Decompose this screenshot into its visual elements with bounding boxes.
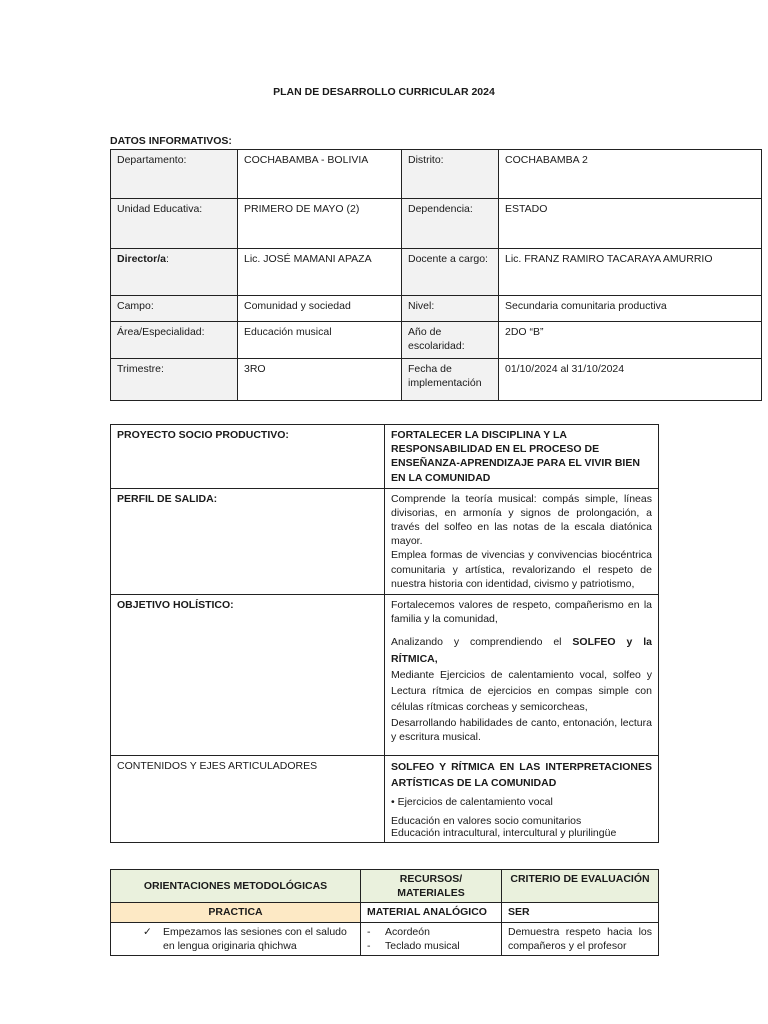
table-row <box>111 870 659 903</box>
director-value: Lic. JOSÉ MAMANI APAZA <box>238 249 402 296</box>
director-label-cell <box>111 249 238 296</box>
contenidos-eje-1: Educación en valores socio comunitarios <box>391 814 582 827</box>
fecha-value: 01/10/2024 al 31/10/2024 <box>499 359 762 401</box>
ser-header: SER <box>502 903 659 922</box>
area-value: Educación musical <box>238 322 402 359</box>
perfil-text-2: Emplea formas de vivencias y convivencias biocéntrica comunitaria y artística, revalorizando el respeto de nuestra historia con identidad, civismo y patriotismo, <box>391 549 652 590</box>
orientaciones-list <box>117 925 354 953</box>
col-criterio-header: CRITERIO DE EVALUACIÓN <box>502 870 659 903</box>
fecha-label: Fecha de implementación <box>402 359 499 401</box>
campo-value: Comunidad y sociedad <box>238 296 402 322</box>
checkmark-icon: ✓ <box>143 925 152 938</box>
distrito-value: COCHABAMBA 2 <box>499 150 762 199</box>
contenidos-bullet: • Ejercicios de calentamiento vocal <box>391 796 553 809</box>
objetivo-text-2b: SOLFEO y la RÍTMICA, <box>391 636 652 665</box>
col-orientaciones-header: ORIENTACIONES METODOLÓGICAS <box>111 870 361 903</box>
anio-label: Año de escolaridad: <box>402 322 499 359</box>
nivel-label: Nivel: <box>402 296 499 322</box>
director-colon: : <box>166 253 169 265</box>
recurso-text: Teclado musical <box>385 939 460 952</box>
table-row <box>111 903 659 922</box>
nivel-value: Secundaria comunitaria productiva <box>499 296 762 322</box>
contenidos-label: CONTENIDOS Y EJES ARTICULADORES <box>111 755 385 842</box>
document-title: PLAN DE DESARROLLO CURRICULAR 2024 <box>273 86 495 98</box>
area-label: Área/Especialidad: <box>111 322 238 359</box>
perfil-text-1: Comprende la teoría musical: compás simple, líneas divisorias, en armonía y signos de prolongación, a través del solfeo en las notas de la escala diatónica mayor. <box>391 492 652 548</box>
trimestre-label: Trimestre: <box>111 359 238 401</box>
table-row <box>111 249 762 296</box>
metodologia-table <box>110 869 659 956</box>
dash-icon: - <box>367 939 371 952</box>
list-item <box>367 939 495 953</box>
table-row <box>111 199 762 249</box>
recursos-list <box>367 925 495 953</box>
docente-label: Docente a cargo: <box>402 249 499 296</box>
psp-value: FORTALECER LA DISCIPLINA Y LA RESPONSABILIDAD EN EL PROCESO DE ENSEÑANZA-APRENDIZAJE PARA EL VIVIR BIEN EN LA COMUNIDAD <box>385 425 659 489</box>
distrito-label: Distrito: <box>402 150 499 199</box>
trimestre-value: 3RO <box>238 359 402 401</box>
objetivo-text-2 <box>391 634 652 667</box>
docente-value: Lic. FRANZ RAMIRO TACARAYA AMURRIO <box>499 249 762 296</box>
table-row <box>111 488 659 594</box>
dependencia-label: Dependencia: <box>402 199 499 249</box>
unidad-educativa-value: PRIMERO DE MAYO (2) <box>238 199 402 249</box>
criterio-cell: Demuestra respeto hacia los compañeros y el profesor <box>502 922 659 955</box>
col-recursos-header: RECURSOS/ MATERIALES <box>361 870 502 903</box>
table-row <box>111 359 762 401</box>
dependencia-value: ESTADO <box>499 199 762 249</box>
objetivo-text-1: Fortalecemos valores de respeto, compañerismo en la familia y la comunidad, <box>391 598 652 626</box>
objetivo-text-4: Desarrollando habilidades de canto, entonación, lectura y escritura musical. <box>391 716 652 743</box>
perfil-value <box>385 488 659 594</box>
proyecto-table <box>110 424 659 843</box>
table-row <box>111 322 762 359</box>
recurso-text: Acordeón <box>385 925 430 938</box>
orientaciones-cell <box>111 922 361 955</box>
contenidos-title: SOLFEO Y RÍTMICA EN LAS INTERPRETACIONES ARTÍSTICAS DE LA COMUNIDAD <box>391 760 652 790</box>
objetivo-text-3: Mediante Ejercicios de calentamiento vocal, solfeo y Lectura rítmica de ejercicios en compas simple con células rítmicas corcheas y semicorcheas, <box>391 668 652 714</box>
campo-label: Campo: <box>111 296 238 322</box>
material-header: MATERIAL ANALÓGICO <box>361 903 502 922</box>
recursos-cell <box>361 922 502 955</box>
table-row <box>111 425 659 489</box>
practica-header: PRACTICA <box>111 903 361 922</box>
objetivo-label: OBJETIVO HOLÍSTICO: <box>111 594 385 755</box>
table-row <box>111 922 659 955</box>
psp-label: PROYECTO SOCIO PRODUCTIVO: <box>111 425 385 489</box>
list-item <box>117 925 354 953</box>
director-label: Director/a <box>117 253 167 265</box>
contenidos-eje-2: Educación intracultural, intercultural y plurilingüe <box>391 826 617 839</box>
table-row <box>111 594 659 755</box>
departamento-value: COCHABAMBA - BOLIVIA <box>238 150 402 199</box>
dash-icon: - <box>367 925 371 938</box>
perfil-label: PERFIL DE SALIDA: <box>111 488 385 594</box>
orientacion-text: Empezamos las sesiones con el saludo en lengua originaria qhichwa <box>163 925 347 952</box>
table-row <box>111 755 659 842</box>
table-row <box>111 296 762 322</box>
datos-informativos-table <box>110 149 762 401</box>
datos-informativos-label: DATOS INFORMATIVOS: <box>110 135 232 147</box>
objetivo-text-2a: Analizando y comprendiendo el <box>391 636 573 649</box>
table-row <box>111 150 762 199</box>
list-item <box>367 925 495 939</box>
unidad-educativa-label: Unidad Educativa: <box>111 199 238 249</box>
objetivo-value <box>385 594 659 755</box>
departamento-label: Departamento: <box>111 150 238 199</box>
contenidos-value <box>385 755 659 842</box>
anio-value: 2DO “B” <box>499 322 762 359</box>
